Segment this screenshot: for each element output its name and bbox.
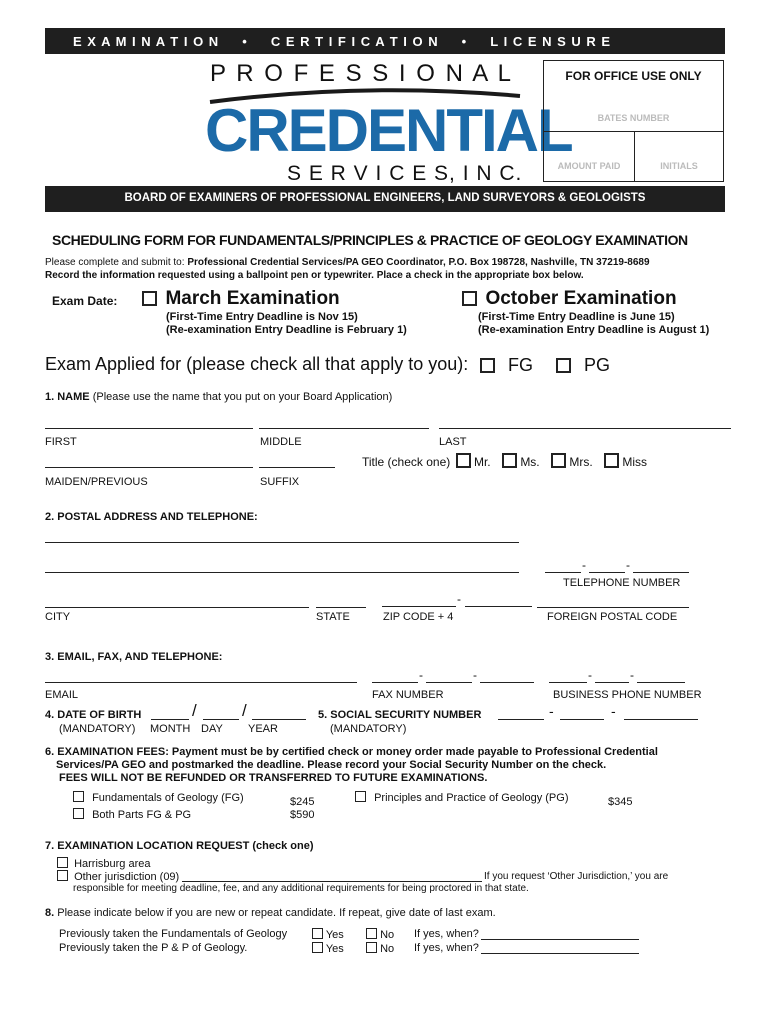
intro-line-2: Record the information requested using a ballpoint pen or typewriter. Place a check in the appropriate box below. — [45, 270, 584, 281]
other-jurisdiction-label: Other jurisdiction (09) — [74, 871, 180, 883]
fee-pp-label: Principles and Practice of Geology (PG) — [374, 792, 569, 804]
suffix-label: SUFFIX — [260, 476, 300, 488]
october-deadline-2: (Re-examination Entry Deadline is August 1) — [478, 324, 710, 336]
board-text: BOARD OF EXAMINERS OF PROFESSIONAL ENGINEERS, LAND SURVEYORS & GEOLOGISTS — [124, 192, 646, 204]
repeat-row-2-no-label: No — [380, 943, 395, 955]
fee-both-option[interactable] — [73, 808, 191, 821]
amount-paid-label: AMOUNT PAID — [557, 161, 621, 171]
suffix-field[interactable] — [259, 467, 335, 468]
middle-label: MIDDLE — [260, 436, 302, 448]
repeat-row-2-yes-label: Yes — [325, 943, 344, 955]
repeat-row-1-no-checkbox[interactable] — [366, 928, 377, 939]
repeat-row-1-date-field[interactable] — [481, 939, 639, 940]
state-label: STATE — [316, 611, 350, 623]
title-row — [362, 453, 647, 469]
repeat-row-2-no-checkbox[interactable] — [366, 942, 377, 953]
harrisburg-label: Harrisburg area — [74, 858, 151, 870]
board-bar — [45, 186, 725, 212]
office-use-box — [543, 60, 724, 182]
fg-checkbox[interactable] — [480, 358, 495, 373]
zip-field[interactable]: - — [382, 594, 532, 608]
address-line-1[interactable] — [45, 542, 519, 543]
harrisburg-checkbox[interactable] — [57, 857, 68, 868]
fees-line-3: FEES WILL NOT BE REFUNDED OR TRANSFERRED TO FUTURE EXAMINATIONS. — [59, 772, 488, 784]
other-jurisdiction-note: If you request ‘Other Jurisdiction,’ you are — [484, 871, 669, 882]
dob-mandatory: (MANDATORY) — [59, 723, 136, 735]
fee-pp-option[interactable] — [355, 791, 568, 804]
other-jurisdiction-checkbox[interactable] — [57, 870, 68, 881]
maiden-label: MAIDEN/PREVIOUS — [45, 476, 148, 488]
repeat-heading-num: 8. — [45, 907, 55, 919]
first-name-field[interactable] — [45, 428, 253, 429]
mrs-checkbox[interactable] — [551, 453, 566, 468]
repeat-row-1-no-label: No — [380, 929, 395, 941]
fee-both-checkbox[interactable] — [73, 808, 84, 819]
repeat-row-1-when: If yes, when? — [414, 928, 479, 940]
repeat-row-2-when: If yes, when? — [414, 942, 479, 954]
last-name-field[interactable] — [439, 428, 731, 429]
repeat-heading — [45, 907, 496, 919]
state-field[interactable] — [316, 607, 366, 608]
city-label: CITY — [45, 611, 71, 623]
repeat-row-1-yes[interactable] — [312, 928, 344, 941]
repeat-row-2-label: Previously taken the P & P of Geology. — [59, 942, 248, 954]
logo-main-text: CREDENTIAL — [205, 97, 572, 164]
business-phone-label: BUSINESS PHONE NUMBER — [553, 689, 702, 701]
name-heading-note: (Please use the name that you put on your Board Application) — [92, 391, 393, 403]
location-other-option[interactable] — [57, 870, 179, 883]
other-jurisdiction-field[interactable] — [182, 881, 482, 882]
repeat-row-1-label: Previously taken the Fundamentals of Geology — [59, 928, 288, 940]
maiden-name-field[interactable] — [45, 467, 253, 468]
tagline-text: E X A M I N A T I O N • C E R T I F I C A T I O N • L I C E N S U R E — [73, 34, 612, 49]
telephone-label: TELEPHONE NUMBER — [563, 577, 681, 589]
name-heading-num: 1. NAME — [45, 391, 90, 403]
dob-heading: 4. DATE OF BIRTH — [45, 709, 142, 721]
fee-fg-checkbox[interactable] — [73, 791, 84, 802]
fee-both-label: Both Parts FG & PG — [92, 809, 192, 821]
march-label: March Examination — [165, 288, 340, 309]
october-deadline-1: (First-Time Entry Deadline is June 15) — [478, 311, 675, 323]
location-note-2: responsible for meeting deadline, fee, and any additional requirements for being proctored in that state. — [73, 883, 529, 894]
repeat-row-2-date-field[interactable] — [481, 953, 639, 954]
march-option[interactable] — [142, 288, 340, 310]
form-title: SCHEDULING FORM FOR FUNDAMENTALS/PRINCIPLES & PRACTICE OF GEOLOGY EXAMINATION — [52, 232, 688, 248]
intro-line-1 — [45, 257, 650, 268]
company-logo — [205, 58, 572, 188]
fee-pp-checkbox[interactable] — [355, 791, 366, 802]
repeat-row-1-yes-label: Yes — [325, 929, 344, 941]
fee-pp-price: $345 — [608, 796, 633, 808]
dob-year-label: YEAR — [248, 723, 278, 735]
foreign-postal-label: FOREIGN POSTAL CODE — [547, 611, 678, 623]
fax-field[interactable]: - - — [372, 670, 534, 684]
logo-top-text: P R O F E S S I O N A L — [210, 60, 513, 87]
email-heading: 3. EMAIL, FAX, AND TELEPHONE: — [45, 651, 223, 663]
exam-date-label: Exam Date: — [52, 294, 118, 308]
fg-label: FG — [508, 355, 534, 375]
title-check-label: Title (check one) — [362, 455, 451, 469]
pg-option[interactable] — [556, 355, 610, 376]
fee-fg-label: Fundamentals of Geology (FG) — [92, 792, 244, 804]
logo-bottom-text: S E R V I C E S, I N C. — [287, 162, 523, 185]
office-use-title: FOR OFFICE USE ONLY — [565, 69, 702, 83]
fee-fg-price: $245 — [290, 796, 315, 808]
october-checkbox[interactable] — [462, 291, 477, 306]
ssn-heading: 5. SOCIAL SECURITY NUMBER — [318, 709, 482, 721]
pg-checkbox[interactable] — [556, 358, 571, 373]
fees-line-1: 6. EXAMINATION FEES: Payment must be by certified check or money order made payable to Professional Credential — [45, 746, 658, 758]
business-phone-field[interactable]: - - — [549, 670, 685, 684]
dob-day-label: DAY — [201, 723, 223, 735]
fee-fg-option[interactable] — [73, 791, 244, 804]
miss-label: Miss — [622, 455, 648, 469]
mr-label: Mr. — [473, 455, 491, 469]
name-heading — [45, 391, 392, 403]
zip-label: ZIP CODE + 4 — [383, 611, 454, 623]
fee-both-price: $590 — [290, 809, 315, 821]
march-deadline-2: (Re-examination Entry Deadline is February 1) — [166, 324, 407, 336]
march-checkbox[interactable] — [142, 291, 157, 306]
repeat-row-2-yes[interactable] — [312, 942, 344, 955]
ms-label: Ms. — [520, 455, 540, 469]
march-deadline-1: (First-Time Entry Deadline is Nov 15) — [166, 311, 358, 323]
pg-label: PG — [584, 355, 611, 375]
telephone-field[interactable]: - - — [545, 560, 689, 574]
dob-month-label: MONTH — [150, 723, 191, 735]
intro-address: Professional Credential Services/PA GEO Coordinator, P.O. Box 198728, Nashville, TN 37219-8689 — [187, 257, 650, 268]
repeat-heading-text: Please indicate below if you are new or repeat candidate. If repeat, give date of last exam. — [57, 907, 496, 919]
mrs-label: Mrs. — [569, 455, 593, 469]
repeat-row-2-yes-checkbox[interactable] — [312, 942, 323, 953]
first-label: FIRST — [45, 436, 77, 448]
exam-applied-label: Exam Applied for (please check all that apply to you): — [45, 354, 469, 374]
last-label: LAST — [439, 436, 467, 448]
fax-label: FAX NUMBER — [372, 689, 444, 701]
location-heading: 7. EXAMINATION LOCATION REQUEST (check one) — [45, 840, 314, 852]
middle-name-field[interactable] — [259, 428, 429, 429]
location-harrisburg-option[interactable] — [57, 857, 150, 870]
ssn-mandatory: (MANDATORY) — [330, 723, 407, 735]
email-field[interactable] — [45, 682, 357, 683]
miss-checkbox[interactable] — [604, 453, 619, 468]
repeat-row-1-yes-checkbox[interactable] — [312, 928, 323, 939]
october-label: October Examination — [485, 288, 677, 309]
fees-line-2: Services/PA GEO and postmarked the deadline. Please record your Social Security Number on the check. — [56, 759, 607, 771]
repeat-row-2-no[interactable] — [366, 942, 394, 955]
dob-field[interactable]: / / — [151, 704, 306, 722]
foreign-postal-field[interactable] — [537, 607, 689, 608]
fg-option[interactable] — [480, 355, 533, 376]
bates-number-label: BATES NUMBER — [597, 113, 670, 123]
mr-checkbox[interactable] — [456, 453, 471, 468]
intro-prefix: Please complete and submit to: — [45, 257, 185, 268]
address-line-2[interactable] — [45, 572, 519, 573]
tagline-bar — [45, 28, 725, 54]
address-heading: 2. POSTAL ADDRESS AND TELEPHONE: — [45, 511, 258, 523]
ms-checkbox[interactable] — [502, 453, 517, 468]
repeat-row-1-no[interactable] — [366, 928, 394, 941]
initials-label: INITIALS — [660, 161, 698, 171]
ssn-field[interactable]: - - — [498, 706, 698, 722]
city-field[interactable] — [45, 607, 309, 608]
email-label: EMAIL — [45, 689, 79, 701]
october-option[interactable] — [462, 288, 677, 310]
